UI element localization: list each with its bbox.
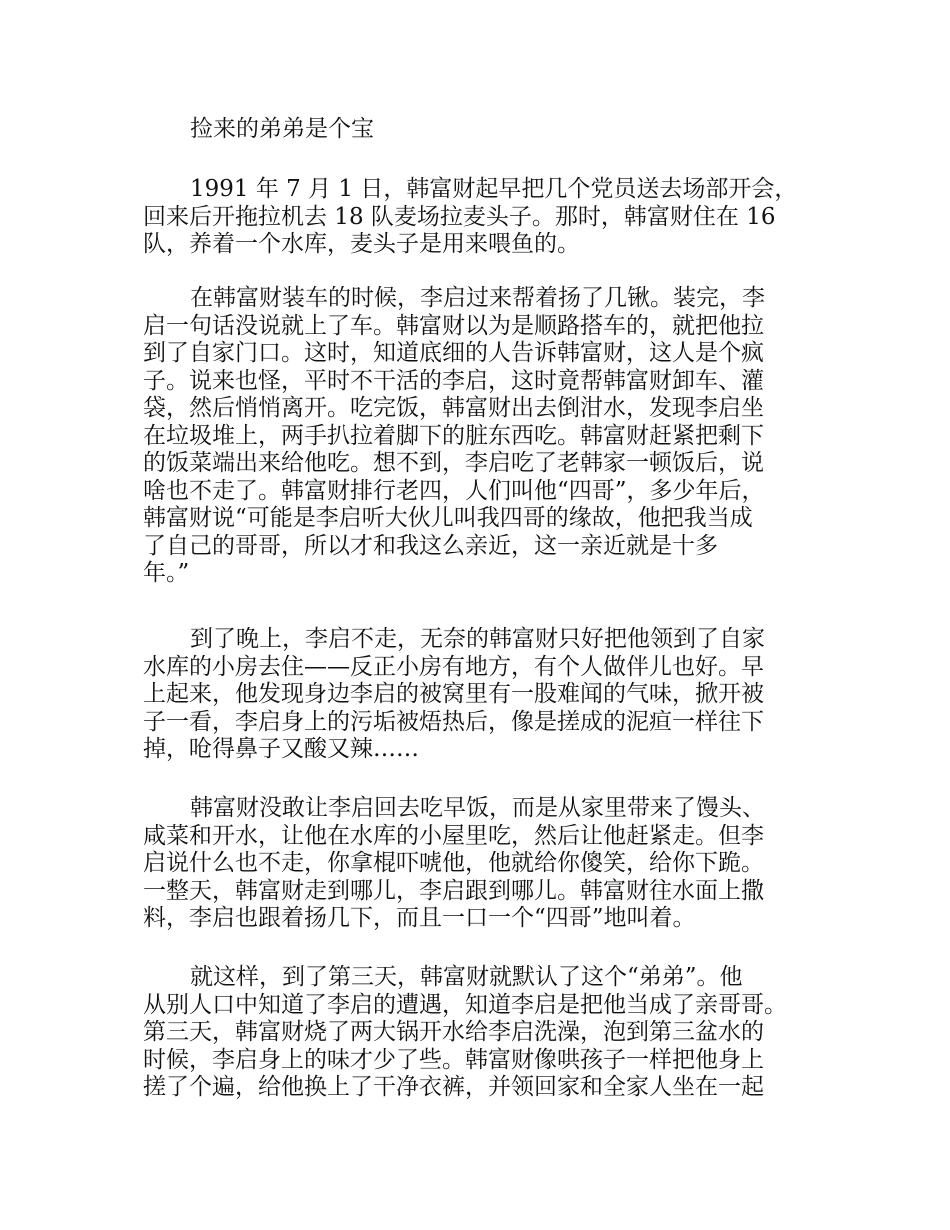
paragraph-line: 1991 年 7 月 1 日，韩富财起早把几个党员送去场部开会， bbox=[190, 176, 798, 202]
paragraph-line: 到了晚上，李启不走，无奈的韩富财只好把他领到了自家 bbox=[190, 626, 765, 652]
paragraph-4 bbox=[143, 795, 833, 933]
paragraph-3 bbox=[143, 626, 833, 764]
paragraph-line: 掉，呛得鼻子又酸又辣…… bbox=[143, 736, 419, 762]
paragraph-line: 启说什么也不走，你拿棍吓唬他，他就给你傻笑，给你下跪。 bbox=[143, 850, 764, 876]
paragraph-line: 子。说来也怪，平时不干活的李启，这时竟帮韩富财卸车、灌 bbox=[143, 367, 764, 394]
paragraph-line: 到了自家门口。这时，知道底细的人告诉韩富财，这人是个疯 bbox=[143, 340, 764, 366]
paragraph-line: 第三天，韩富财烧了两大锅开水给李启洗澡，泡到第三盆水的 bbox=[143, 1019, 764, 1045]
paragraph-5 bbox=[143, 964, 833, 1102]
paragraph-line: 上起来，他发现身边李启的被窝里有一股难闻的气味，掀开被 bbox=[143, 681, 764, 707]
paragraph-line: 咸菜和开水，让他在水库的小屋里吃，然后让他赶紧走。但李 bbox=[143, 822, 764, 849]
paragraph-line: 韩富财没敢让李启回去吃早饭，而是从家里带来了馒头、 bbox=[190, 795, 765, 821]
paragraph-line: 在韩富财装车的时候，李启过来帮着扬了几锹。装完，李 bbox=[190, 285, 765, 311]
paragraph-line: 启一句话没说就上了车。韩富财以为是顺路搭车的，就把他拉 bbox=[143, 312, 764, 339]
paragraph-line: 从别人口中知道了李启的遭遇，知道李启是把他当成了亲哥哥。 bbox=[143, 991, 787, 1018]
paragraph-line: 就这样，到了第三天，韩富财就默认了这个“弟弟”。他 bbox=[190, 964, 743, 990]
paragraph-line: 水库的小房去住——反正小房有地方，有个人做伴儿也好。早 bbox=[143, 653, 764, 680]
paragraph-line: 了自己的哥哥，所以才和我这么亲近，这一亲近就是十多 bbox=[143, 532, 718, 559]
paragraph-line: 袋，然后悄悄离开。吃完饭，韩富财出去倒泔水，发现李启坐 bbox=[143, 395, 764, 421]
paragraph-line: 年。” bbox=[143, 560, 190, 586]
paragraph-line: 的饭菜端出来给他吃。想不到，李启吃了老韩家一顿饭后，说 bbox=[143, 450, 764, 476]
paragraph-line: 搓了个遍，给他换上了干净衣裤，并领回家和全家人坐在一起 bbox=[143, 1074, 764, 1100]
paragraph-line: 一整天，韩富财走到哪儿，李启跟到哪儿。韩富财往水面上撒 bbox=[143, 877, 764, 904]
paragraph-line: 啥也不走了。韩富财排行老四，人们叫他“四哥”，多少年后， bbox=[143, 477, 765, 504]
paragraph-line: 时候，李启身上的味才少了些。韩富财像哄孩子一样把他身上 bbox=[143, 1046, 764, 1073]
paragraph-line: 回来后开拖拉机去 18 队麦场拉麦头子。那时，韩富财住在 16 bbox=[143, 203, 776, 230]
paragraph-line: 队，养着一个水库，麦头子是用来喂鱼的。 bbox=[143, 231, 580, 257]
paragraph-1 bbox=[143, 176, 833, 259]
paragraph-line: 料，李启也跟着扬几下，而且一口一个“四哥”地叫着。 bbox=[143, 905, 696, 931]
paragraph-line: 子一看，李启身上的污垢被焐热后，像是搓成的泥疸一样往下 bbox=[143, 708, 764, 735]
paragraph-line: 在垃圾堆上，两手扒拉着脚下的脏东西吃。韩富财赶紧把剩下 bbox=[143, 422, 764, 449]
document-title: 捡来的弟弟是个宝 bbox=[190, 116, 374, 142]
paragraph-2 bbox=[143, 285, 833, 588]
paragraph-line: 韩富财说“可能是李启听大伙儿叫我四哥的缘故，他把我当成 bbox=[143, 505, 753, 531]
